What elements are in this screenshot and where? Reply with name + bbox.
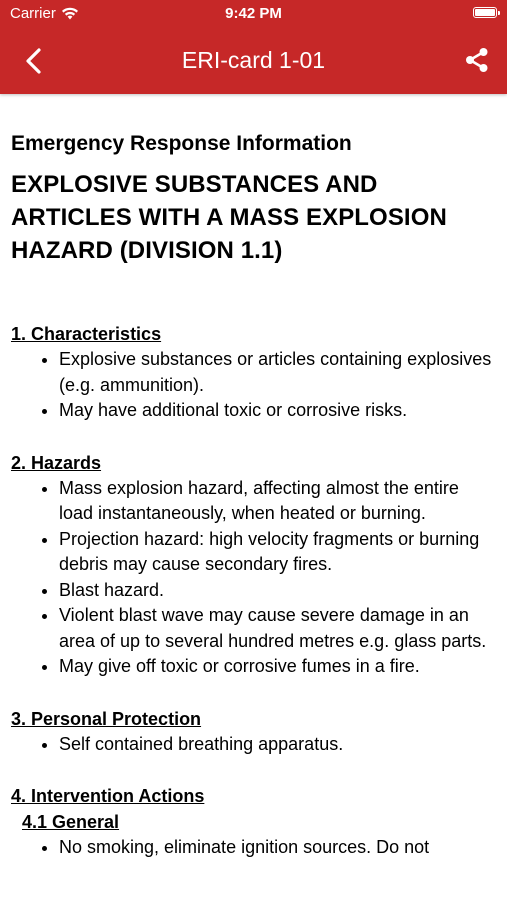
list-item: • Explosive substances or articles containing explosives (e.g. ammunition). [59,347,496,398]
list-item: • May give off toxic or corrosive fumes in a fire. [59,654,496,680]
bullet-list [11,347,496,424]
section-characteristics [11,321,496,424]
bullet-list [11,835,496,861]
section-hazards [11,450,496,680]
list-item: • Blast hazard. [59,578,496,604]
list-item: • Projection hazard: high velocity fragments or burning debris may cause secondary fires. [59,527,496,578]
list-item: • Mass explosion hazard, affecting almost the entire load instantaneously, when heated or burning. [59,476,496,527]
header [0,0,507,94]
battery-icon [473,7,497,18]
back-button[interactable] [18,45,50,77]
section-heading: 4. Intervention Actions [11,786,205,806]
section-heading: 2. Hazards [11,452,102,473]
navigation-bar [0,28,507,94]
share-icon [464,47,490,73]
bullet-list [11,732,496,758]
section-heading: 1. Characteristics [11,324,162,344]
section-intervention-actions [11,783,496,861]
status-bar [0,0,507,28]
section-personal-protection [11,706,496,758]
bullet-list [11,476,496,680]
document-title: EXPLOSIVE SUBSTANCES AND ARTICLES WITH A MASS EXPLOSION HAZARD (DIVISION 1.1) [11,171,447,264]
list-item: • Violent blast wave may cause severe damage in an area of up to several hundred metres e.g. glass parts. [59,603,496,654]
chevron-left-icon [25,48,43,74]
document-content[interactable] [0,94,507,900]
battery-level [475,9,495,16]
page-title: ERI-card 1-01 [181,47,326,73]
carrier-label: Carrier [10,5,56,22]
list-item: • No smoking, eliminate ignition sources. Do not [59,835,496,861]
list-item: • Self contained breathing apparatus. [59,732,496,758]
document-subtitle: Emergency Response Information [11,132,352,155]
list-item: • May have additional toxic or corrosive risks. [59,398,496,424]
section-heading: 3. Personal Protection [11,708,202,729]
share-button[interactable] [461,44,493,76]
status-time: 9:42 PM [225,5,282,22]
subsection-heading: 4.1 General [22,812,120,832]
